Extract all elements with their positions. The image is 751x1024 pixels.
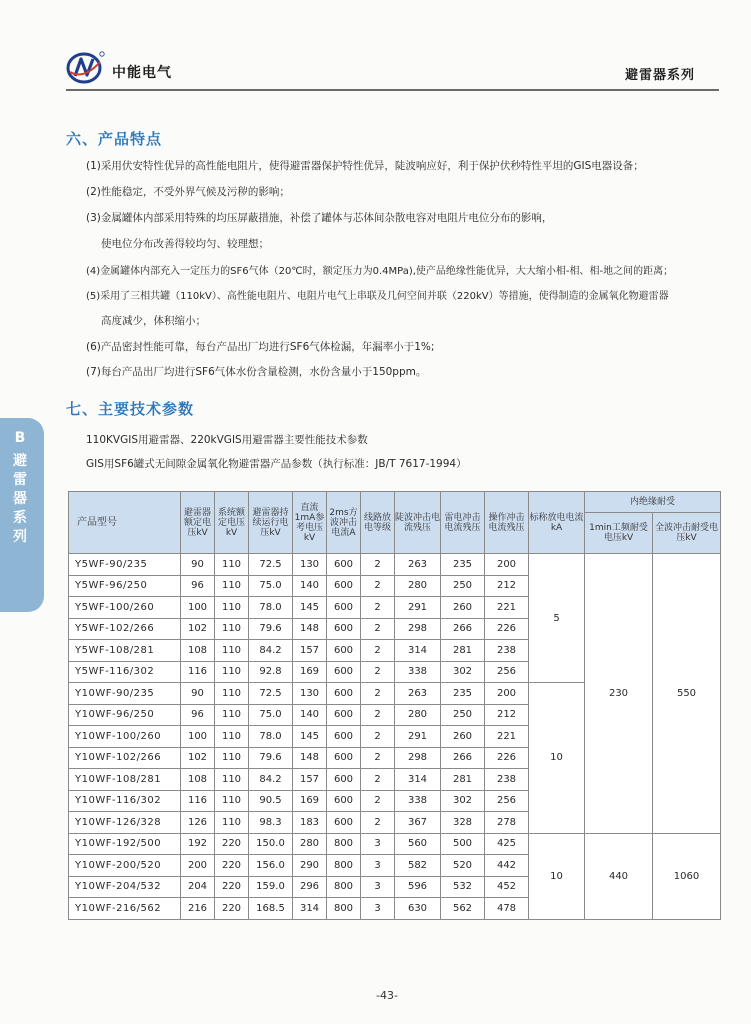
- rated-voltage-cell: 126: [181, 812, 215, 834]
- mcov-cell: 72.5: [249, 683, 293, 705]
- square-wave-cell: 600: [327, 575, 361, 597]
- switching-residual-cell: 256: [485, 790, 529, 812]
- dc-reference-cell: 140: [293, 704, 327, 726]
- page-number: -43-: [376, 989, 398, 1002]
- switching-residual-cell: 478: [485, 898, 529, 920]
- lightning-residual-cell: 520: [441, 855, 485, 877]
- steep-residual-cell: 291: [395, 726, 441, 748]
- parameter-table: [68, 491, 721, 920]
- steep-residual-cell: 298: [395, 747, 441, 769]
- feature-line: (1)采用伏安特性优异的高性能电阻片，使得避雷器保护特性优异，陡波响应好，利于保护伏秒特性平坦的GIS电器设备；: [86, 160, 644, 172]
- lightning-residual-cell: 500: [441, 833, 485, 855]
- model-cell: Y10WF-102/266: [69, 747, 181, 769]
- header-nominal-current: 标称放电电流kA: [529, 492, 585, 554]
- rated-voltage-cell: 216: [181, 898, 215, 920]
- steep-residual-cell: 263: [395, 554, 441, 576]
- dc-reference-cell: 290: [293, 855, 327, 877]
- dc-reference-cell: 183: [293, 812, 327, 834]
- mcov-cell: 92.8: [249, 661, 293, 683]
- mcov-cell: 159.0: [249, 876, 293, 898]
- dc-reference-cell: 145: [293, 597, 327, 619]
- steep-residual-cell: 314: [395, 640, 441, 662]
- square-wave-cell: 600: [327, 683, 361, 705]
- mcov-cell: 78.0: [249, 597, 293, 619]
- dc-reference-cell: 130: [293, 554, 327, 576]
- switching-residual-cell: 200: [485, 683, 529, 705]
- lightning-residual-cell: 281: [441, 640, 485, 662]
- side-tab-char: 器: [13, 491, 27, 507]
- side-tab-char: 雷: [13, 472, 27, 488]
- mcov-cell: 90.5: [249, 790, 293, 812]
- switching-residual-cell: 278: [485, 812, 529, 834]
- switching-residual-cell: 452: [485, 876, 529, 898]
- lightning-residual-cell: 302: [441, 661, 485, 683]
- mcov-cell: 79.6: [249, 618, 293, 640]
- model-cell: Y10WF-216/562: [69, 898, 181, 920]
- rated-voltage-cell: 200: [181, 855, 215, 877]
- switching-residual-cell: 221: [485, 597, 529, 619]
- line-class-cell: 2: [361, 661, 395, 683]
- square-wave-cell: 800: [327, 876, 361, 898]
- header-insulation: 内绝缘耐受: [585, 492, 721, 513]
- dc-reference-cell: 145: [293, 726, 327, 748]
- switching-residual-cell: 212: [485, 575, 529, 597]
- rated-voltage-cell: 90: [181, 554, 215, 576]
- line-class-cell: 2: [361, 726, 395, 748]
- line-class-cell: 2: [361, 640, 395, 662]
- lightning-residual-cell: 266: [441, 747, 485, 769]
- switching-residual-cell: 256: [485, 661, 529, 683]
- steep-residual-cell: 338: [395, 661, 441, 683]
- header-pf-withstand: 1min工频耐受电压kV: [585, 513, 653, 554]
- dc-reference-cell: 157: [293, 769, 327, 791]
- feature-line: (6)产品密封性能可靠，每台产品出厂均进行SF6气体检漏，年漏率小于1%;: [86, 341, 435, 353]
- mcov-cell: 79.6: [249, 747, 293, 769]
- switching-residual-cell: 200: [485, 554, 529, 576]
- steep-residual-cell: 280: [395, 704, 441, 726]
- rated-voltage-cell: 108: [181, 769, 215, 791]
- rated-voltage-cell: 96: [181, 704, 215, 726]
- feature-line: (3)金属罐体内部采用特殊的均压屏蔽措施，补偿了罐体与芯体间杂散电容对电阻片电位分布的影响，: [86, 212, 553, 224]
- system-voltage-cell: 220: [215, 833, 249, 855]
- rated-voltage-cell: 192: [181, 833, 215, 855]
- steep-residual-cell: 291: [395, 597, 441, 619]
- header-line-class: 线路放电等级: [361, 492, 395, 554]
- line-class-cell: 2: [361, 554, 395, 576]
- header-steep-residual: 陡波冲击电流残压: [395, 492, 441, 554]
- line-class-cell: 2: [361, 683, 395, 705]
- steep-residual-cell: 596: [395, 876, 441, 898]
- side-section-tab: [0, 418, 44, 612]
- system-voltage-cell: 110: [215, 683, 249, 705]
- mcov-cell: 75.0: [249, 575, 293, 597]
- line-class-cell: 2: [361, 769, 395, 791]
- system-voltage-cell: 110: [215, 640, 249, 662]
- steep-residual-cell: 630: [395, 898, 441, 920]
- model-cell: Y5WF-96/250: [69, 575, 181, 597]
- rated-voltage-cell: 90: [181, 683, 215, 705]
- steep-residual-cell: 338: [395, 790, 441, 812]
- header-square-wave: 2ms方波冲击电流A: [327, 492, 361, 554]
- intro-line: 110KVGIS用避雷器、220kVGIS用避雷器主要性能技术参数: [86, 434, 368, 446]
- system-voltage-cell: 220: [215, 898, 249, 920]
- square-wave-cell: 600: [327, 618, 361, 640]
- side-tab-char: 避: [13, 453, 27, 469]
- feature-line: (5)采用了三相共罐（110kV）、高性能电阻片、电阻片电气上串联及几何空间并联（220kV）等措施，使得制造的金属氧化物避雷器: [86, 291, 669, 302]
- model-cell: Y10WF-96/250: [69, 704, 181, 726]
- system-voltage-cell: 110: [215, 769, 249, 791]
- lightning-residual-cell: 260: [441, 597, 485, 619]
- switching-residual-cell: 212: [485, 704, 529, 726]
- switching-residual-cell: 425: [485, 833, 529, 855]
- line-class-cell: 2: [361, 618, 395, 640]
- rated-voltage-cell: 116: [181, 661, 215, 683]
- header-rated-voltage: 避雷器额定电压kV: [181, 492, 215, 554]
- steep-residual-cell: 280: [395, 575, 441, 597]
- li-withstand-cell: 1060: [653, 833, 721, 919]
- dc-reference-cell: 169: [293, 790, 327, 812]
- square-wave-cell: 600: [327, 554, 361, 576]
- switching-residual-cell: 226: [485, 747, 529, 769]
- square-wave-cell: 600: [327, 597, 361, 619]
- square-wave-cell: 800: [327, 855, 361, 877]
- switching-residual-cell: 238: [485, 640, 529, 662]
- dc-reference-cell: 280: [293, 833, 327, 855]
- lightning-residual-cell: 250: [441, 704, 485, 726]
- lightning-residual-cell: 328: [441, 812, 485, 834]
- intro-line: GIS用SF6罐式无间隙金属氧化物避雷器产品参数（执行标准：JB/T 7617-1994）: [86, 458, 467, 470]
- model-cell: Y10WF-204/532: [69, 876, 181, 898]
- model-cell: Y5WF-100/260: [69, 597, 181, 619]
- feature-line: 使电位分布改善得较均匀、较理想；: [101, 238, 269, 250]
- lightning-residual-cell: 235: [441, 554, 485, 576]
- system-voltage-cell: 220: [215, 855, 249, 877]
- system-voltage-cell: 110: [215, 726, 249, 748]
- header-model: 产品型号: [69, 492, 181, 554]
- header-lightning-residual: 雷电冲击电流残压: [441, 492, 485, 554]
- lightning-residual-cell: 562: [441, 898, 485, 920]
- lightning-residual-cell: 250: [441, 575, 485, 597]
- system-voltage-cell: 110: [215, 618, 249, 640]
- switching-residual-cell: 226: [485, 618, 529, 640]
- header-dc-reference: 直流1mA参考电压kV: [293, 492, 327, 554]
- switching-residual-cell: 442: [485, 855, 529, 877]
- feature-line: (2)性能稳定，不受外界气候及污秽的影响；: [86, 186, 290, 198]
- line-class-cell: 3: [361, 833, 395, 855]
- dc-reference-cell: 148: [293, 618, 327, 640]
- dc-reference-cell: 157: [293, 640, 327, 662]
- header-system-voltage: 系统额定电压kV: [215, 492, 249, 554]
- square-wave-cell: 600: [327, 747, 361, 769]
- model-cell: Y5WF-102/266: [69, 618, 181, 640]
- mcov-cell: 72.5: [249, 554, 293, 576]
- line-class-cell: 3: [361, 898, 395, 920]
- system-voltage-cell: 110: [215, 790, 249, 812]
- switching-residual-cell: 238: [485, 769, 529, 791]
- rated-voltage-cell: 96: [181, 575, 215, 597]
- line-class-cell: 3: [361, 876, 395, 898]
- rated-voltage-cell: 102: [181, 618, 215, 640]
- line-class-cell: 2: [361, 790, 395, 812]
- rated-voltage-cell: 100: [181, 726, 215, 748]
- steep-residual-cell: 367: [395, 812, 441, 834]
- series-title: 避雷器系列: [625, 68, 696, 83]
- mcov-cell: 150.0: [249, 833, 293, 855]
- header-divider: [66, 89, 719, 91]
- line-class-cell: 2: [361, 575, 395, 597]
- line-class-cell: 2: [361, 747, 395, 769]
- nominal-current-cell: 10: [529, 833, 585, 919]
- dc-reference-cell: 140: [293, 575, 327, 597]
- nominal-current-cell: 5: [529, 554, 585, 683]
- line-class-cell: 2: [361, 812, 395, 834]
- model-cell: Y10WF-116/302: [69, 790, 181, 812]
- section-7-title: 七、主要技术参数: [66, 400, 195, 418]
- feature-line: (4)金属罐体内部充入一定压力的SF6气体（20℃时，额定压力为0.4MPa),使产品绝缘性能优异，大大缩小相-相、相-地之间的距离；: [86, 266, 674, 277]
- model-cell: Y10WF-90/235: [69, 683, 181, 705]
- steep-residual-cell: 582: [395, 855, 441, 877]
- dc-reference-cell: 130: [293, 683, 327, 705]
- side-tab-char: 列: [13, 529, 27, 545]
- section-6-title: 六、产品特点: [66, 130, 163, 148]
- rated-voltage-cell: 108: [181, 640, 215, 662]
- system-voltage-cell: 110: [215, 812, 249, 834]
- dc-reference-cell: 169: [293, 661, 327, 683]
- side-tab-letter: B: [14, 430, 26, 446]
- pf-withstand-cell: 230: [585, 554, 653, 834]
- rated-voltage-cell: 100: [181, 597, 215, 619]
- system-voltage-cell: 110: [215, 704, 249, 726]
- system-voltage-cell: 110: [215, 661, 249, 683]
- system-voltage-cell: 110: [215, 575, 249, 597]
- square-wave-cell: 600: [327, 640, 361, 662]
- header-mcov: 避雷器持续运行电压kV: [249, 492, 293, 554]
- model-cell: Y10WF-100/260: [69, 726, 181, 748]
- steep-residual-cell: 314: [395, 769, 441, 791]
- mcov-cell: 84.2: [249, 769, 293, 791]
- steep-residual-cell: 263: [395, 683, 441, 705]
- square-wave-cell: 800: [327, 898, 361, 920]
- model-cell: Y5WF-116/302: [69, 661, 181, 683]
- square-wave-cell: 600: [327, 769, 361, 791]
- switching-residual-cell: 221: [485, 726, 529, 748]
- company-logo-icon: [66, 50, 106, 86]
- brand-name: 中能电气: [112, 65, 172, 81]
- lightning-residual-cell: 235: [441, 683, 485, 705]
- mcov-cell: 98.3: [249, 812, 293, 834]
- dc-reference-cell: 148: [293, 747, 327, 769]
- model-cell: Y10WF-108/281: [69, 769, 181, 791]
- square-wave-cell: 600: [327, 726, 361, 748]
- mcov-cell: 156.0: [249, 855, 293, 877]
- dc-reference-cell: 296: [293, 876, 327, 898]
- system-voltage-cell: 220: [215, 876, 249, 898]
- steep-residual-cell: 560: [395, 833, 441, 855]
- side-tab-char: 系: [13, 510, 27, 526]
- model-cell: Y5WF-108/281: [69, 640, 181, 662]
- lightning-residual-cell: 302: [441, 790, 485, 812]
- square-wave-cell: 800: [327, 833, 361, 855]
- steep-residual-cell: 298: [395, 618, 441, 640]
- nominal-current-cell: 10: [529, 683, 585, 834]
- square-wave-cell: 600: [327, 661, 361, 683]
- line-class-cell: 2: [361, 704, 395, 726]
- square-wave-cell: 600: [327, 704, 361, 726]
- line-class-cell: 3: [361, 855, 395, 877]
- mcov-cell: 84.2: [249, 640, 293, 662]
- model-cell: Y10WF-200/520: [69, 855, 181, 877]
- system-voltage-cell: 110: [215, 597, 249, 619]
- lightning-residual-cell: 532: [441, 876, 485, 898]
- header-switching-residual: 操作冲击电流残压: [485, 492, 529, 554]
- side-tab-label: [0, 452, 40, 547]
- rated-voltage-cell: 204: [181, 876, 215, 898]
- header-li-withstand: 全波冲击耐受电压kV: [653, 513, 721, 554]
- dc-reference-cell: 314: [293, 898, 327, 920]
- rated-voltage-cell: 102: [181, 747, 215, 769]
- model-cell: Y10WF-192/500: [69, 833, 181, 855]
- square-wave-cell: 600: [327, 812, 361, 834]
- pf-withstand-cell: 440: [585, 833, 653, 919]
- system-voltage-cell: 110: [215, 554, 249, 576]
- feature-line: (7)每台产品出厂均进行SF6气体水份含量检测，水份含量小于150ppm。: [86, 366, 427, 378]
- mcov-cell: 75.0: [249, 704, 293, 726]
- lightning-residual-cell: 281: [441, 769, 485, 791]
- square-wave-cell: 600: [327, 790, 361, 812]
- mcov-cell: 78.0: [249, 726, 293, 748]
- rated-voltage-cell: 116: [181, 790, 215, 812]
- feature-line: 高度减少，体积缩小；: [101, 315, 206, 327]
- table-row: [69, 833, 721, 855]
- table-row: [69, 554, 721, 576]
- model-cell: Y5WF-90/235: [69, 554, 181, 576]
- line-class-cell: 2: [361, 597, 395, 619]
- lightning-residual-cell: 266: [441, 618, 485, 640]
- lightning-residual-cell: 260: [441, 726, 485, 748]
- model-cell: Y10WF-126/328: [69, 812, 181, 834]
- li-withstand-cell: 550: [653, 554, 721, 834]
- system-voltage-cell: 110: [215, 747, 249, 769]
- mcov-cell: 168.5: [249, 898, 293, 920]
